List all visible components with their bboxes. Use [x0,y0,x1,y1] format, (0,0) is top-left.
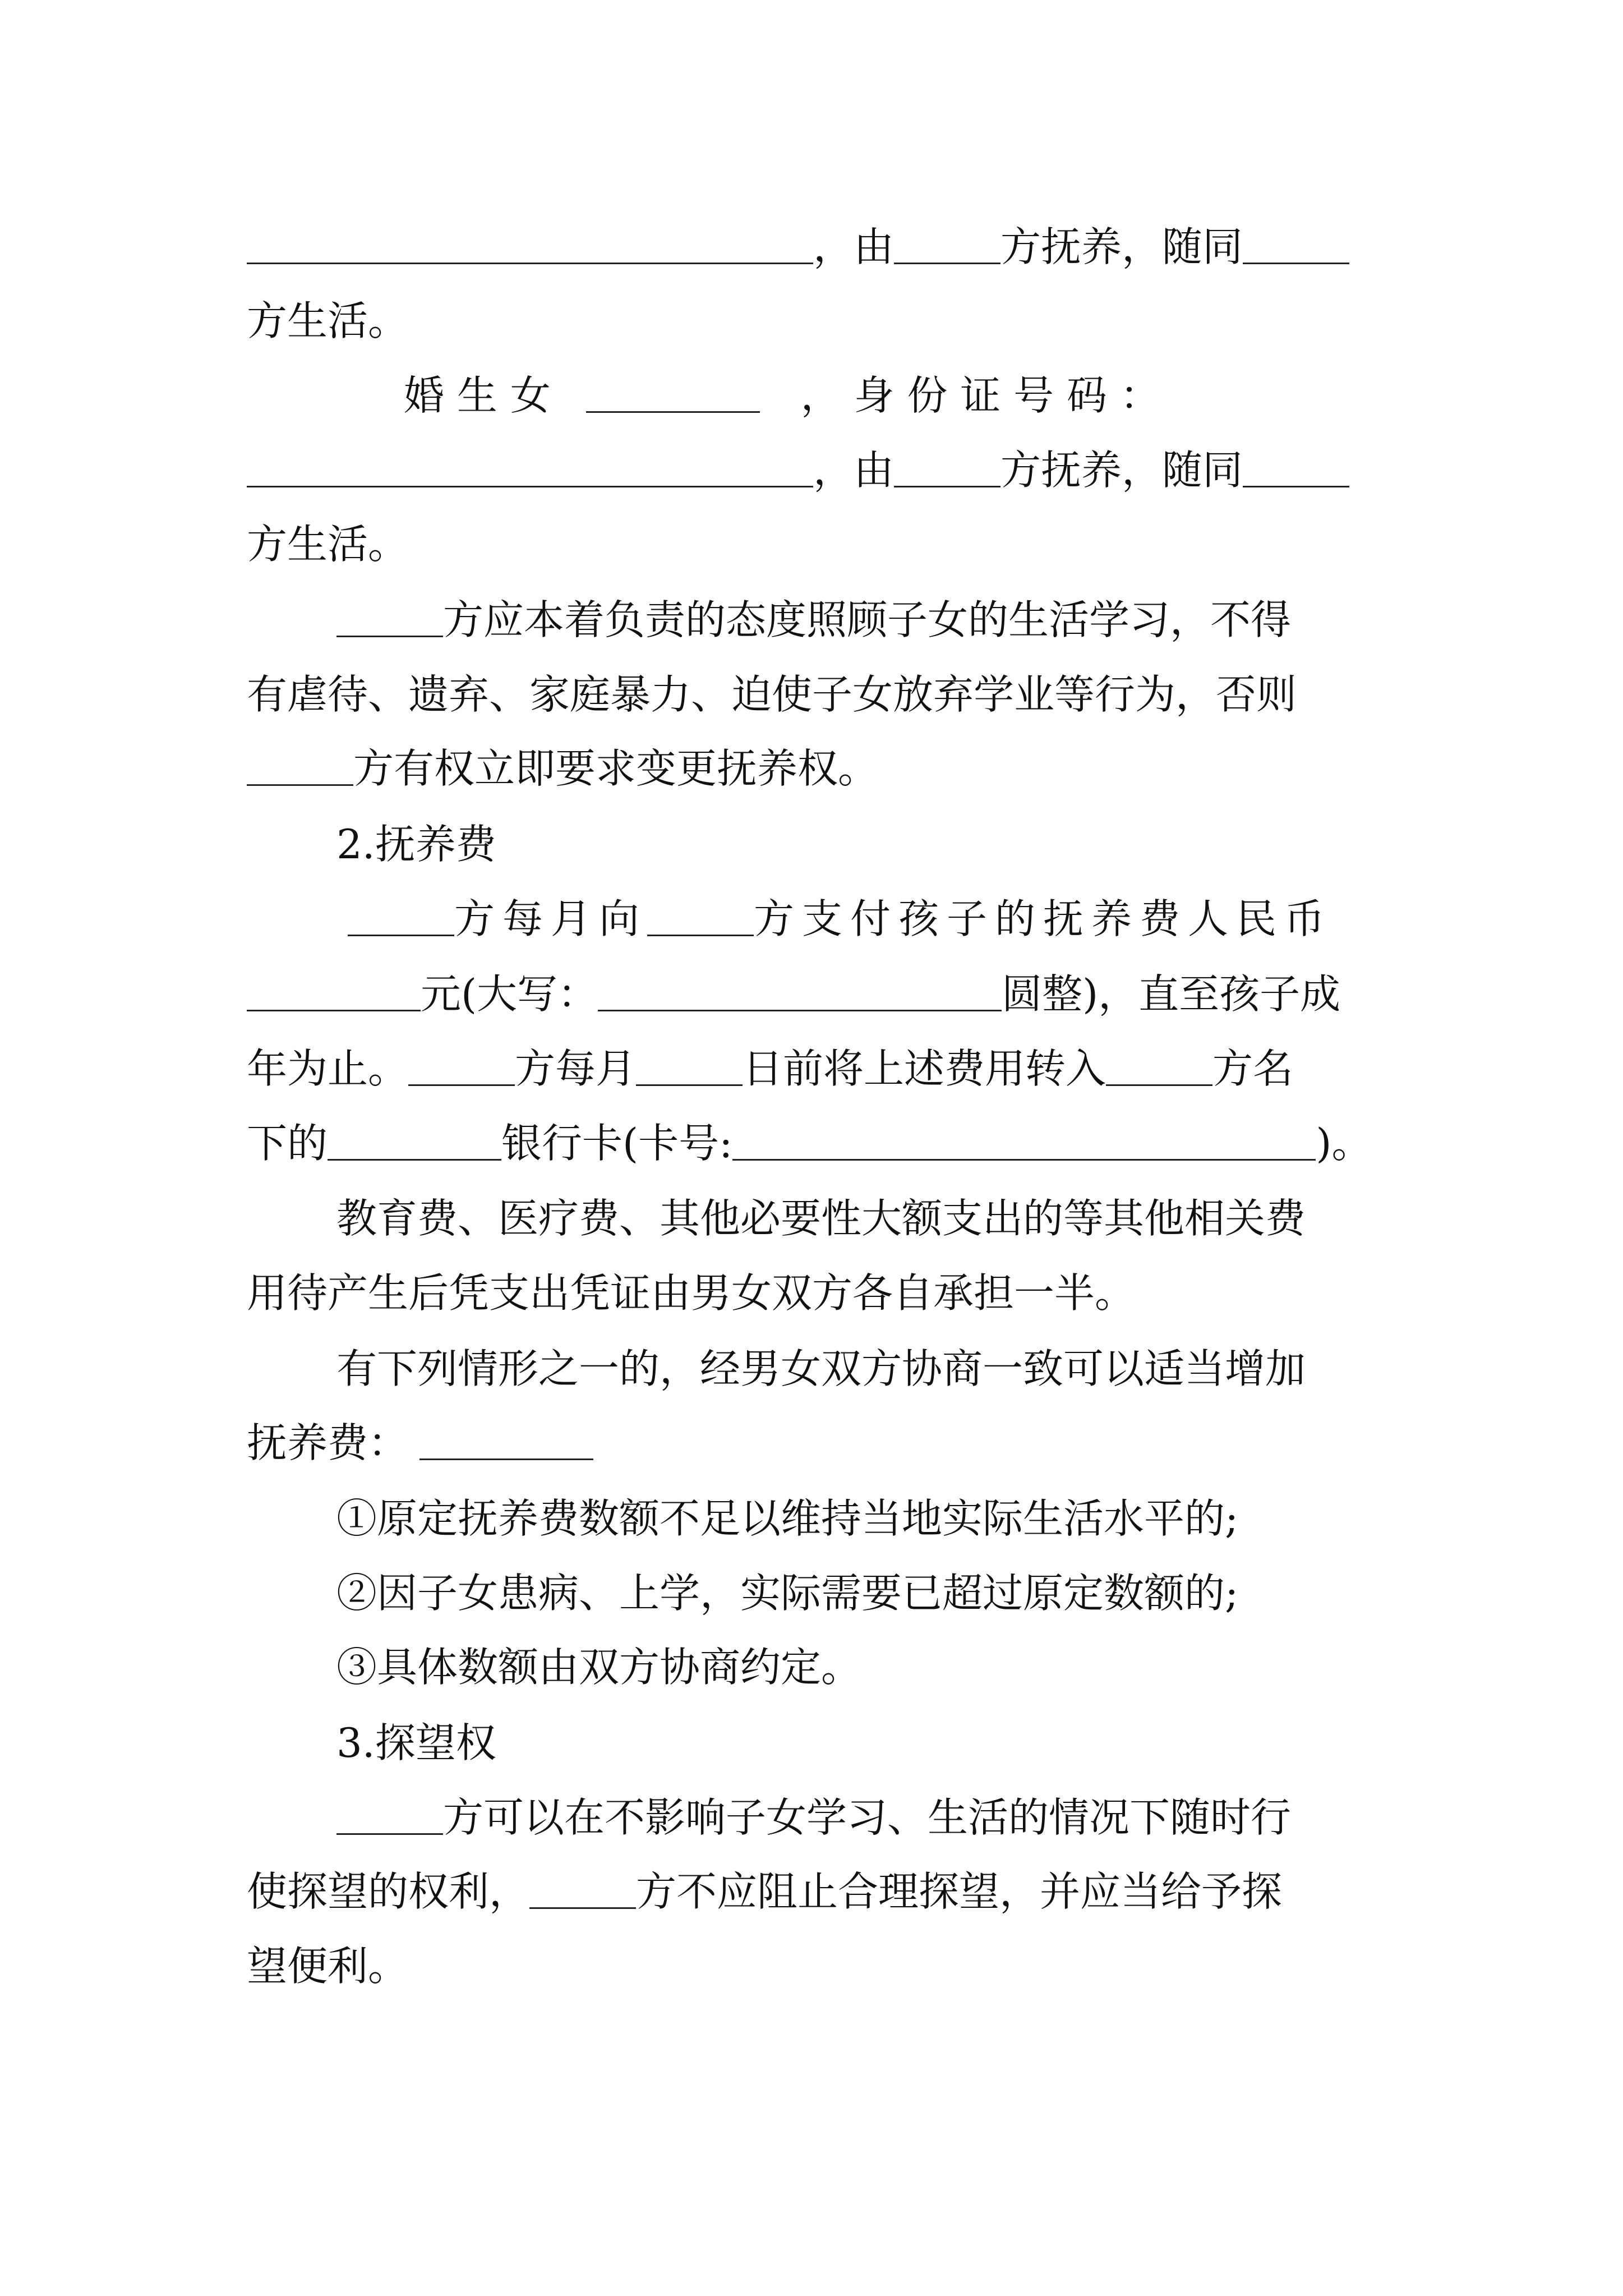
support-line-4 [247,1115,1372,1171]
custodian-blank[interactable] [894,263,1000,264]
support-line-2 [247,966,1340,1022]
text-segment: 年为止。 [247,1045,409,1092]
visitation-line-1 [336,1789,1291,1846]
amount-words-blank[interactable] [598,1010,1002,1011]
visitation-line-3: 望便利。 [247,1943,409,1990]
text-segment: 使探望的权利， [247,1868,530,1915]
text-segment: 婚 生 女 [404,372,551,419]
text-segment: 方每月 [515,1045,637,1092]
text-segment: 方名 [1212,1045,1294,1092]
list-item-1: ①原定抚养费数额不足以维持当地实际生活水平的; [336,1495,1239,1542]
custody-line-1 [247,219,1349,275]
support-line-1 [348,891,1332,947]
daughter-custody-line-2: 方生活。 [247,521,409,568]
text-segment: ， 身 份 证 号 码 ： [800,372,1160,419]
id-number-blank[interactable] [247,486,813,487]
payee-blank[interactable] [647,935,754,936]
residence-party-blank[interactable] [1243,486,1349,487]
custodian-blank[interactable] [529,1907,636,1909]
text-segment: 方有权立即要求变更抚养权。 [353,745,879,792]
text-segment: 方抚养，随同 [1000,447,1243,494]
text-segment: 方可以在不影响子女学习、生活的情况下随时行 [443,1794,1292,1841]
text-segment: ，由 [813,447,895,494]
increase-line-1: 有下列情形之一的，经男女双方协商一致可以适当增加 [336,1345,1306,1392]
custodian-blank[interactable] [894,486,1000,487]
text-segment: )。 [1316,1120,1372,1167]
text-segment: 抚养费： [247,1419,409,1466]
expenses-line-1: 教育费、医疗费、其他必要性大额支出的等其他相关费 [336,1195,1306,1242]
payer-blank[interactable] [408,1084,515,1086]
daughter-name-blank[interactable] [586,411,760,413]
section-heading-support: 2.抚养费 [336,821,496,868]
text-segment: 银行卡(卡号: [501,1120,733,1167]
duty-line-1 [336,592,1291,648]
increase-line-2 [247,1415,593,1471]
text-segment: ，由 [813,223,895,270]
text-segment: 方不应阻止合理探望，并应当给予探 [636,1868,1283,1915]
text-segment: 圆整)，直至孩子成 [1002,970,1341,1018]
duty-line-3 [247,740,878,797]
visitation-line-2 [247,1864,1282,1920]
card-number-blank[interactable] [732,1159,1316,1161]
party-blank[interactable] [336,636,443,637]
party-blank[interactable] [247,784,353,786]
support-line-3 [247,1041,1293,1097]
text-segment: 元(大写： [421,970,598,1018]
text-segment: 下的 [247,1120,328,1167]
daughter-custody-line [247,442,1349,498]
text-segment: 方每月向 [454,895,648,942]
residence-party-blank[interactable] [1243,263,1349,264]
daughter-line [404,367,1160,424]
text-segment: 方应本着负责的态度照顾子女的生活学习，不得 [443,596,1292,643]
list-item-2: ②因子女患病、上学，实际需要已超过原定数额的; [336,1570,1239,1617]
payer-blank[interactable] [348,935,454,936]
custody-line-2: 方生活。 [247,297,409,344]
payee-blank[interactable] [1106,1084,1212,1086]
bank-name-blank[interactable] [328,1159,501,1161]
duty-line-2: 有虐待、遗弃、家庭暴力、迫使子女放弃学业等行为，否则 [247,671,1297,718]
text-segment: 方抚养，随同 [1000,223,1243,270]
amount-blank[interactable] [247,1010,421,1011]
day-blank[interactable] [636,1084,743,1086]
list-item-3: ③具体数额由双方协商约定。 [336,1644,862,1691]
text-segment: 日前将上述费用转入 [743,1045,1106,1092]
expenses-line-2: 用待产生后凭支出凭证由男女双方各自承担一半。 [247,1269,1136,1317]
text-segment: 方支付孩子的抚养费人民币 [754,895,1333,942]
section-heading-visitation: 3.探望权 [336,1719,496,1766]
id-number-blank[interactable] [247,263,813,264]
increase-blank[interactable] [419,1458,593,1460]
visitor-blank[interactable] [336,1833,443,1835]
